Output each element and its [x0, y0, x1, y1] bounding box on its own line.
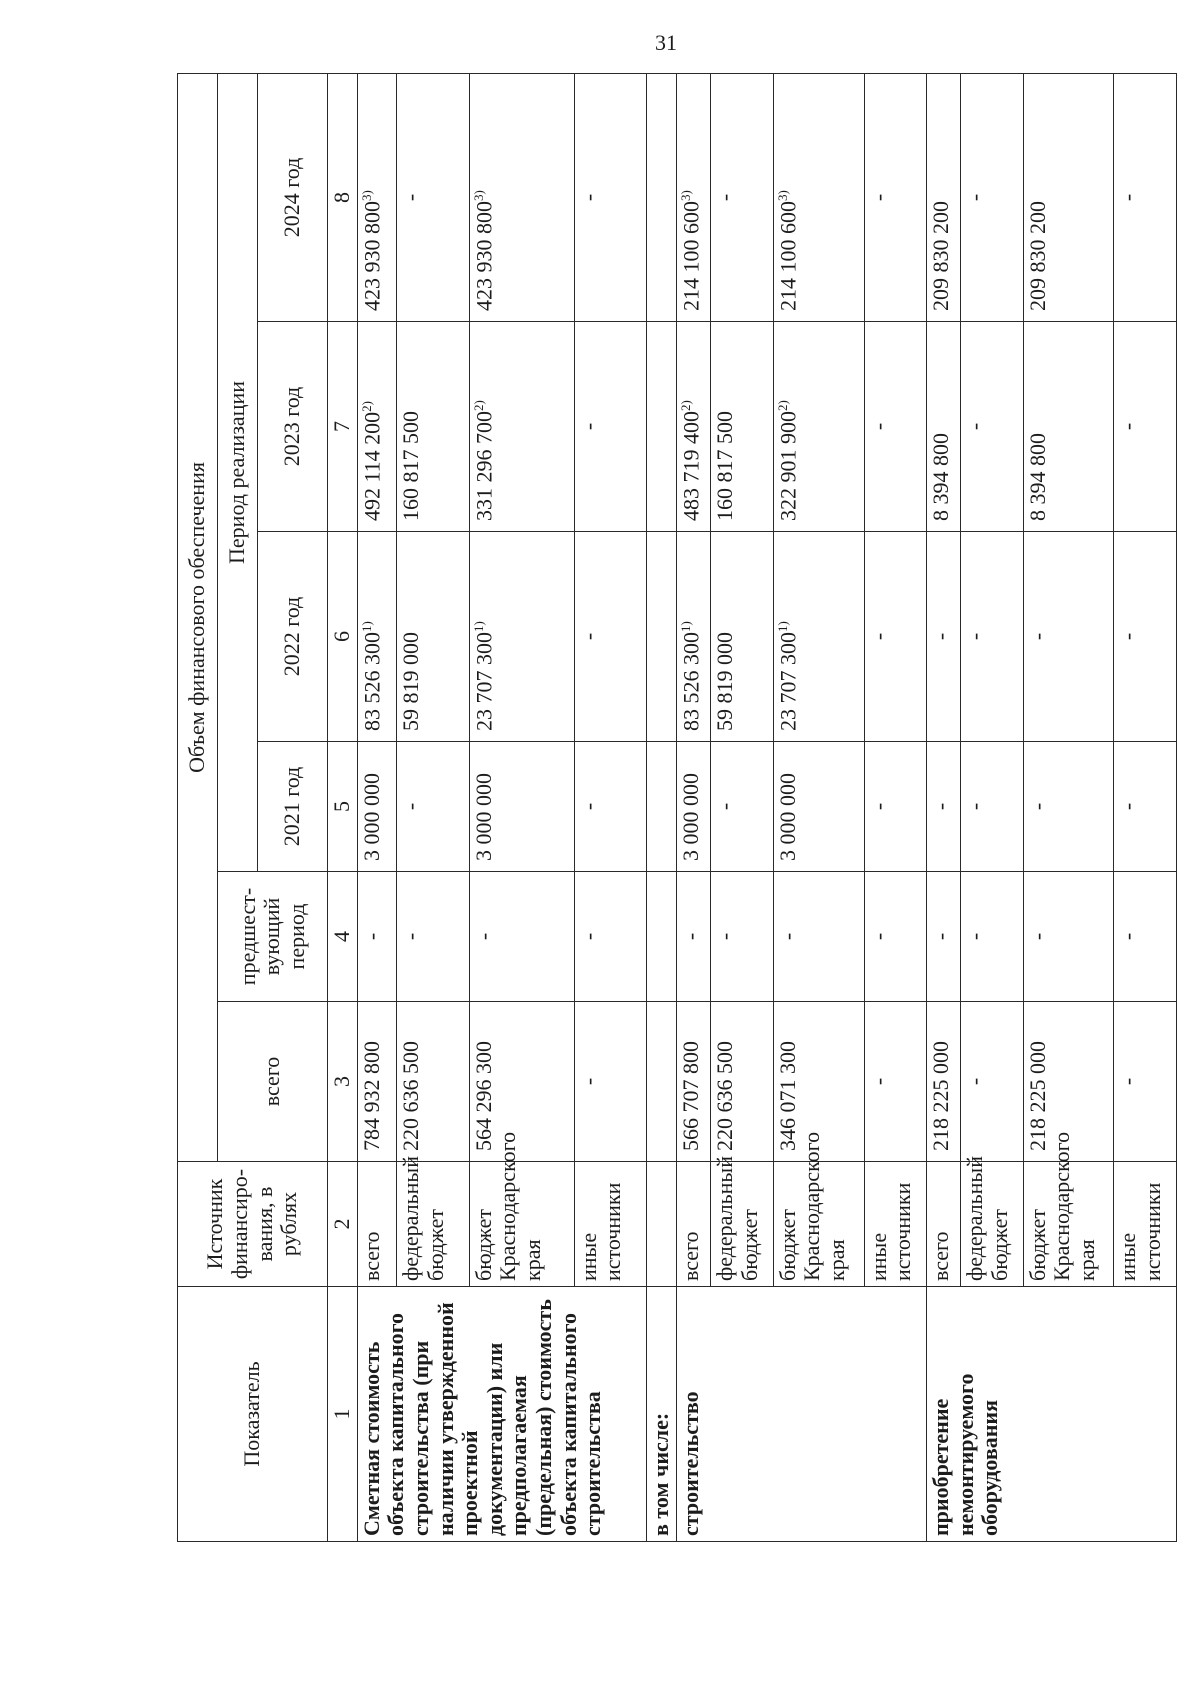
column-index-row [328, 73, 358, 1541]
header-source: Источник финансиро-вания, в рублях [178, 1162, 328, 1287]
source-cell: федеральный бюджет [397, 1162, 469, 1287]
y2022-cell: - [864, 532, 926, 742]
y2024-cell: 214 100 600$^{3)}$ [676, 73, 710, 321]
previous-period-cell: - [864, 872, 926, 1002]
y2021-cell: - [574, 742, 646, 872]
header-2024: 2024 год [258, 73, 328, 321]
header-period: Период реализации [218, 73, 258, 871]
y2023-cell: 160 817 500 [711, 322, 773, 532]
source-cell: федеральный бюджет [961, 1162, 1023, 1287]
source-cell: иные источники [1114, 1162, 1177, 1287]
previous-period-cell: - [773, 872, 864, 1002]
y2021-cell: - [1114, 742, 1177, 872]
source-cell: бюджет Краснодарского края [1023, 1162, 1114, 1287]
total-cell: 346 071 300 [773, 1002, 864, 1162]
y2023-cell: 492 114 200$^{2)}$ [357, 322, 397, 532]
y2022-cell: 83 526 300$^{1)}$ [357, 532, 397, 742]
y2021-cell: - [961, 742, 1023, 872]
financing-table [177, 73, 1177, 1542]
previous-period-cell: - [1023, 872, 1114, 1002]
y2022-cell: 59 819 000 [397, 532, 469, 742]
column-index-cell: 3 [328, 1002, 358, 1162]
source-cell: иные источники [574, 1162, 646, 1287]
financing-table-frame [177, 74, 1177, 1542]
y2023-cell: 322 901 900$^{2)}$ [773, 322, 864, 532]
group-label: строительство [676, 1287, 926, 1542]
y2021-cell: - [711, 742, 773, 872]
header-previous: предшест-вующий период [218, 872, 328, 1002]
total-cell: 218 225 000 [1023, 1002, 1114, 1162]
group-label: приобретение немонтируемого оборудования [927, 1287, 1177, 1542]
header-2021: 2021 год [258, 742, 328, 872]
table-body [357, 73, 1176, 1541]
y2022-cell: 59 819 000 [711, 532, 773, 742]
table-row [927, 73, 961, 1541]
source-cell: бюджет Краснодарского края [469, 1162, 574, 1287]
total-cell: 220 636 500 [711, 1002, 773, 1162]
y2023-cell: - [961, 322, 1023, 532]
y2023-cell: - [574, 322, 646, 532]
previous-period-cell: - [397, 872, 469, 1002]
total-cell: - [864, 1002, 926, 1162]
y2021-cell: 3 000 000 [676, 742, 710, 872]
empty-cell [646, 1162, 676, 1287]
group-label: в том числе: [646, 1287, 676, 1542]
column-index-cell: 8 [328, 73, 358, 321]
total-cell: - [1114, 1002, 1177, 1162]
header-volume: Объем финансового обеспечения [178, 73, 218, 1161]
column-index-cell: 2 [328, 1162, 358, 1287]
header-indicator: Показатель [178, 1287, 328, 1542]
empty-cell [646, 742, 676, 872]
y2024-cell: - [864, 73, 926, 321]
y2021-cell: 3 000 000 [773, 742, 864, 872]
source-cell: всего [357, 1162, 397, 1287]
previous-period-cell: - [676, 872, 710, 1002]
previous-period-cell: - [961, 872, 1023, 1002]
source-cell: бюджет Краснодарского края [773, 1162, 864, 1287]
y2022-cell: - [1114, 532, 1177, 742]
total-cell: 218 225 000 [927, 1002, 961, 1162]
previous-period-cell: - [469, 872, 574, 1002]
y2022-cell: 23 707 300$^{1)}$ [773, 532, 864, 742]
header-total: всего [218, 1002, 328, 1162]
column-index-cell: 4 [328, 872, 358, 1002]
source-cell: всего [676, 1162, 710, 1287]
y2024-cell: 423 930 800$^{3)}$ [357, 73, 397, 321]
y2022-cell: - [961, 532, 1023, 742]
source-cell: всего [927, 1162, 961, 1287]
table-row [646, 73, 676, 1541]
y2024-cell: 209 830 200 [927, 73, 961, 321]
total-cell: 566 707 800 [676, 1002, 710, 1162]
y2023-cell: 160 817 500 [397, 322, 469, 532]
column-index-cell: 7 [328, 322, 358, 532]
empty-cell [646, 73, 676, 321]
total-cell: 784 932 800 [357, 1002, 397, 1162]
empty-cell [646, 532, 676, 742]
previous-period-cell: - [1114, 872, 1177, 1002]
y2022-cell: - [927, 532, 961, 742]
y2024-cell: - [711, 73, 773, 321]
total-cell: - [574, 1002, 646, 1162]
table-row [357, 73, 397, 1541]
column-index-cell: 5 [328, 742, 358, 872]
table-row [676, 73, 710, 1541]
header-2022: 2022 год [258, 532, 328, 742]
total-cell: 220 636 500 [397, 1002, 469, 1162]
y2021-cell: - [397, 742, 469, 872]
y2023-cell: 331 296 700$^{2)}$ [469, 322, 574, 532]
y2021-cell: - [864, 742, 926, 872]
y2024-cell: - [961, 73, 1023, 321]
page-number: 31 [655, 30, 677, 55]
previous-period-cell: - [711, 872, 773, 1002]
source-cell: федеральный бюджет [711, 1162, 773, 1287]
y2021-cell: 3 000 000 [357, 742, 397, 872]
group-label: Сметная стоимость объекта капитального строительства (при наличии утвержденной проектной документации) или предполагаемая (предельная) стоимость объекта капитального строительства [357, 1287, 646, 1542]
y2024-cell: - [1114, 73, 1177, 321]
column-index-cell: 6 [328, 532, 358, 742]
y2023-cell: 483 719 400$^{2)}$ [676, 322, 710, 532]
empty-cell [646, 1002, 676, 1162]
y2024-cell: 214 100 600$^{3)}$ [773, 73, 864, 321]
y2022-cell: 23 707 300$^{1)}$ [469, 532, 574, 742]
y2021-cell: - [1023, 742, 1114, 872]
y2023-cell: 8 394 800 [1023, 322, 1114, 532]
previous-period-cell: - [357, 872, 397, 1002]
y2022-cell: - [1023, 532, 1114, 742]
y2021-cell: - [927, 742, 961, 872]
empty-cell [646, 322, 676, 532]
source-cell: иные источники [864, 1162, 926, 1287]
header-2023: 2023 год [258, 322, 328, 532]
y2024-cell: 209 830 200 [1023, 73, 1114, 321]
y2023-cell: - [864, 322, 926, 532]
y2022-cell: 83 526 300$^{1)}$ [676, 532, 710, 742]
y2024-cell: - [397, 73, 469, 321]
total-cell: 564 296 300 [469, 1002, 574, 1162]
previous-period-cell: - [927, 872, 961, 1002]
previous-period-cell: - [574, 872, 646, 1002]
y2021-cell: 3 000 000 [469, 742, 574, 872]
y2022-cell: - [574, 532, 646, 742]
y2023-cell: 8 394 800 [927, 322, 961, 532]
total-cell: - [961, 1002, 1023, 1162]
empty-cell [646, 872, 676, 1002]
y2023-cell: - [1114, 322, 1177, 532]
y2024-cell: 423 930 800$^{3)}$ [469, 73, 574, 321]
column-index-cell: 1 [328, 1287, 358, 1542]
y2024-cell: - [574, 73, 646, 321]
